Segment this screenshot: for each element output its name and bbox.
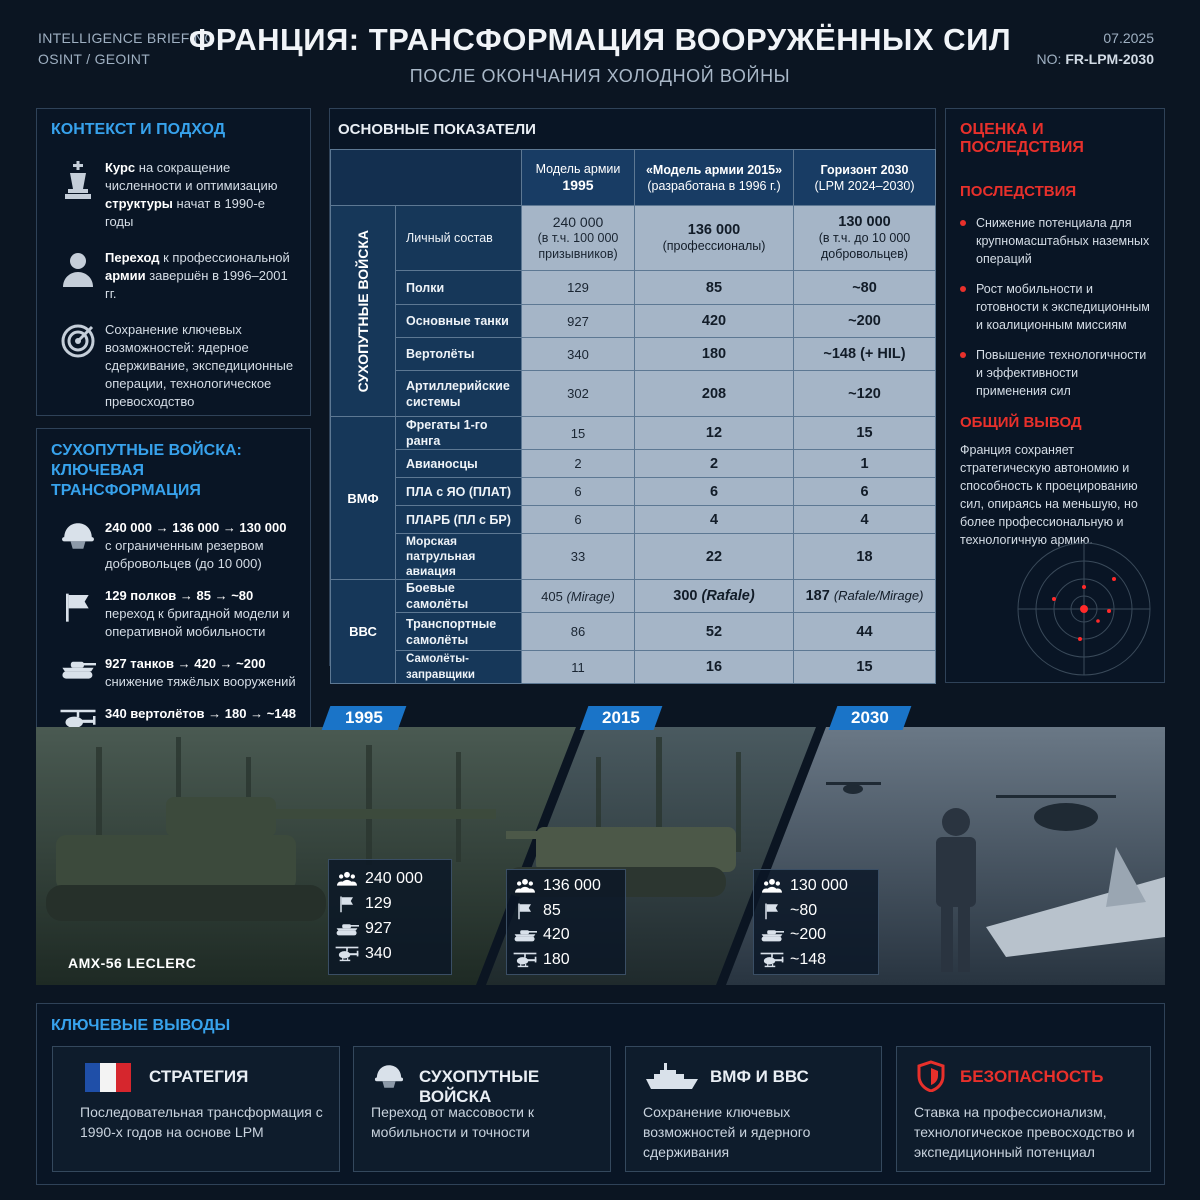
consequences-title: ПОСЛЕДСТВИЯ xyxy=(960,183,1077,200)
table-row: Транспортные самолёты 86 52 44 xyxy=(331,613,936,651)
helmet-icon xyxy=(374,1063,404,1095)
stats-1995: 240 000 129 927 340 xyxy=(328,859,452,975)
target-icon xyxy=(51,321,105,359)
table-header-row xyxy=(331,150,936,206)
table-row: Артиллерийские системы 302 208 ~120 xyxy=(331,371,936,417)
page-subtitle: ПОСЛЕ ОКОНЧАНИЯ ХОЛОДНОЙ ВОЙНЫ xyxy=(409,66,791,86)
land-item: 240 000 → 136 000 → 130 000 с ограниченным резервом добровольцев (до 10 000) xyxy=(51,519,296,573)
table-row: Авианосцы 2 2 1 xyxy=(331,450,936,478)
consequence-item: Снижение потенциала для крупномасштабных наземных операций xyxy=(960,214,1150,268)
source-label: OSINT / GEOINT xyxy=(38,51,151,67)
ship-icon xyxy=(646,1061,698,1096)
context-text: Переход к профессиональной армии завершён в 1996–2001 гг. xyxy=(105,250,290,301)
group-land: СУХОПУТНЫЕ ВОЙСКА xyxy=(331,206,396,417)
conclusion-card: СУХОПУТНЫЕ ВОЙСКА Переход от массовости к мобильности и точности xyxy=(353,1046,611,1172)
table-row: ВВС Боевые самолёты 405 (Mirage) 300 (Rafale) 187 (Rafale/Mirage) xyxy=(331,580,936,613)
year-badge-2015: 2015 xyxy=(580,706,663,730)
helicopter-icon xyxy=(754,951,790,969)
land-item: 129 полков → 85 → ~80 переход к бригадной модели и оперативной мобильности xyxy=(51,587,296,641)
land-panel xyxy=(36,428,311,748)
header-right xyxy=(1037,28,1154,70)
briefing-label: INTELLIGENCE BRIEFING xyxy=(38,30,216,46)
summary-title: ОБЩИЙ ВЫВОД xyxy=(960,414,1082,431)
tank-caption: AMX-56 LECLERC xyxy=(68,955,197,971)
tank-icon xyxy=(754,927,790,943)
table-row: Морская патрульная авиация 33 22 18 xyxy=(331,534,936,580)
table-row: Основные танки 927 420 ~200 xyxy=(331,305,936,338)
doc-number: NO: FR-LPM-2030 xyxy=(1036,51,1154,67)
land-item: 927 танков → 420 → ~200 снижение тяжёлых вооружений xyxy=(51,655,296,691)
group-air: ВВС xyxy=(331,580,396,684)
land-item: 340 вертолётов → 180 → ~148 xyxy=(51,705,296,759)
context-title: КОНТЕКСТ И ПОДХОД xyxy=(51,121,226,138)
context-item xyxy=(51,249,296,303)
timeline-strip xyxy=(36,727,1165,985)
conclusion-card: БЕЗОПАСНОСТЬ Ставка на профессионализм, технологическое превосходство и экспедиционный потенциал xyxy=(896,1046,1151,1172)
table-row: Вертолёты 340 180 ~148 (+ HIL) xyxy=(331,338,936,371)
consequence-item: Рост мобильности и готовности к экспедиционным и коалиционным миссиям xyxy=(960,280,1150,334)
conclusion-card: СТРАТЕГИЯ Последовательная трансформация с 1990-х годов на основе LPM xyxy=(52,1046,340,1172)
tank-icon xyxy=(329,921,365,937)
helicopter-icon xyxy=(507,951,543,969)
helmet-icon xyxy=(51,519,105,551)
context-item xyxy=(51,321,296,411)
indicators-table xyxy=(330,149,936,684)
page-title: ФРАНЦИЯ: ТРАНСФОРМАЦИЯ ВООРУЖЁННЫХ СИЛ xyxy=(188,22,1012,57)
shield-icon xyxy=(917,1060,945,1097)
conclusion-card: ВМФ И ВВС Сохранение ключевых возможностей и ядерного сдерживания xyxy=(625,1046,882,1172)
flag-icon xyxy=(507,901,543,921)
flag-icon xyxy=(51,587,105,625)
tank-icon xyxy=(51,655,105,681)
group-navy: ВМФ xyxy=(331,417,396,580)
stats-2015: 136 000 85 420 180 xyxy=(506,869,626,975)
consequence-item: Повышение технологичности и эффективности применения сил xyxy=(960,346,1150,400)
context-panel xyxy=(36,108,311,416)
assessment-title: ОЦЕНКА И ПОСЛЕДСТВИЯ xyxy=(960,121,1084,156)
year-badge-2030: 2030 xyxy=(829,706,912,730)
date-label: 07.2025 xyxy=(1103,30,1154,46)
personnel-icon xyxy=(329,869,365,889)
table-row: ПЛА с ЯО (ПЛАТ) 6 6 6 xyxy=(331,478,936,506)
table-row: ВМФ Фрегаты 1-го ранга 15 12 15 xyxy=(331,417,936,450)
col-header-2015: «Модель армии 2015» (разработана в 1996 г.) xyxy=(635,150,794,206)
helicopter-icon xyxy=(329,945,365,963)
tank-icon xyxy=(507,927,543,943)
radar-graphic xyxy=(1014,539,1154,679)
flag-icon xyxy=(329,894,365,914)
summary-text: Франция сохраняет стратегическую автономию и способность к проецированию сил, опираясь на меньшую, но более профессиональную и технологичную армию. xyxy=(960,443,1138,547)
person-icon xyxy=(51,249,105,287)
land-title: СУХОПУТНЫЕ ВОЙСКА: КЛЮЧЕВАЯ ТРАНСФОРМАЦИЯ xyxy=(51,442,242,499)
context-text: Курс на сокращение численности и оптимизацию структуры начат в 1990-е годы xyxy=(105,160,278,229)
indicators-title: ОСНОВНЫЕ ПОКАЗАТЕЛИ xyxy=(338,121,536,138)
conclusions-panel xyxy=(36,1003,1165,1185)
col-header-1995: Модель армии 1995 xyxy=(522,150,635,206)
context-item xyxy=(51,159,296,231)
chess-king-icon xyxy=(51,159,105,201)
personnel-icon xyxy=(507,876,543,896)
assessment-panel xyxy=(945,108,1165,683)
indicators-panel xyxy=(329,108,936,681)
table-row: ПЛАРБ (ПЛ с БР) 6 4 4 xyxy=(331,506,936,534)
table-row: Полки 129 85 ~80 xyxy=(331,271,936,305)
flag-icon xyxy=(754,901,790,921)
context-text: Сохранение ключевых возможностей: ядерное сдерживание, экспедиционные операции, технологическое превосходство xyxy=(105,322,294,409)
table-row: СУХОПУТНЫЕ ВОЙСКА Личный состав 240 000 (в т.ч. 100 000 призывников) 136 000 (профессионалы) 130 000 (в т.ч. до 10 000 добровольцев) xyxy=(331,206,936,271)
stats-2030: 130 000 ~80 ~200 ~148 xyxy=(753,869,879,975)
france-flag-icon xyxy=(85,1063,131,1092)
conclusions-title: КЛЮЧЕВЫЕ ВЫВОДЫ xyxy=(51,1017,231,1034)
year-badge-1995: 1995 xyxy=(322,706,407,730)
personnel-icon xyxy=(754,876,790,896)
table-row: Самолёты-заправщики 11 16 15 xyxy=(331,651,936,684)
col-header-2030: Горизонт 2030 (LPM 2024–2030) xyxy=(794,150,936,206)
